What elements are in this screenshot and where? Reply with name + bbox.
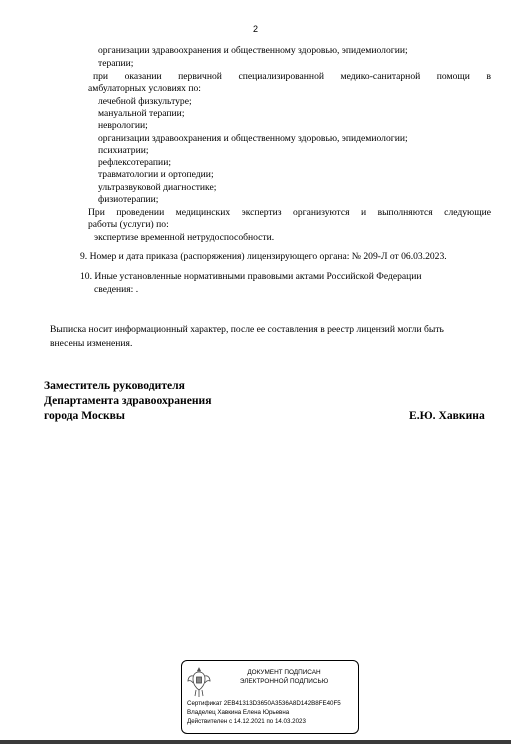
page-number: 2 <box>252 24 258 34</box>
body-line: при оказании первичной специализированной медико-санитарной помощи в <box>93 71 491 82</box>
item-10-cont: сведения: . <box>94 284 139 295</box>
signatory-title: Заместитель руководителя <box>44 379 185 392</box>
signatory-department: Департамента здравоохранения <box>44 394 212 407</box>
bottom-border <box>0 740 511 744</box>
stamp-title: ДОКУМЕНТ ПОДПИСАН ЭЛЕКТРОННОЙ ПОДПИСЬЮ <box>239 669 329 685</box>
body-line: физиотерапии; <box>98 194 159 205</box>
body-line: мануальной терапии; <box>98 108 185 119</box>
body-line: экспертизе временной нетрудоспособности. <box>94 232 275 243</box>
stamp-validity: Действителен с 14.12.2021 по 14.03.2023 <box>187 718 306 725</box>
body-line: неврологии; <box>98 120 148 131</box>
stamp-certificate: Сертификат 2ЕВ41313D3650A3536A8D142B8FE40F5 <box>187 700 341 707</box>
body-line: травматологии и ортопедии; <box>98 169 214 180</box>
electronic-signature-stamp <box>181 660 359 734</box>
coat-of-arms-icon <box>187 666 211 700</box>
item-10: 10. Иные установленные нормативными правовыми актами Российской Федерации <box>80 271 422 282</box>
body-line: психиатрии; <box>98 145 149 156</box>
body-line: терапии; <box>98 58 134 69</box>
body-line: лечебной физкультуре; <box>98 96 192 107</box>
body-line: организации здравоохранения и общественному здоровью, эпидемиологии; <box>98 45 408 56</box>
notice-cont: внесены изменения. <box>50 338 133 349</box>
body-line: ультразвуковой диагностике; <box>98 182 217 193</box>
signatory-name: Е.Ю. Хавкина <box>409 409 485 422</box>
stamp-owner: Владелец Хавкина Елена Юрьевна <box>187 709 290 716</box>
notice: Выписка носит информационный характер, после ее составления в реестр лицензий могли быть <box>50 324 444 335</box>
signatory-city: города Москвы <box>44 409 125 422</box>
body-line: амбулаторных условиях по: <box>88 83 201 94</box>
body-line: организации здравоохранения и общественному здоровью, эпидемиологии; <box>98 133 408 144</box>
body-line: работы (услуги) по: <box>88 219 169 230</box>
body-line: рефлексотерапии; <box>98 157 171 168</box>
item-9: 9. Номер и дата приказа (распоряжения) лицензирующего органа: № 209-Л от 06.03.2023. <box>80 251 447 262</box>
body-line: При проведении медицинских экспертиз организуются и выполняются следующие <box>88 207 491 218</box>
